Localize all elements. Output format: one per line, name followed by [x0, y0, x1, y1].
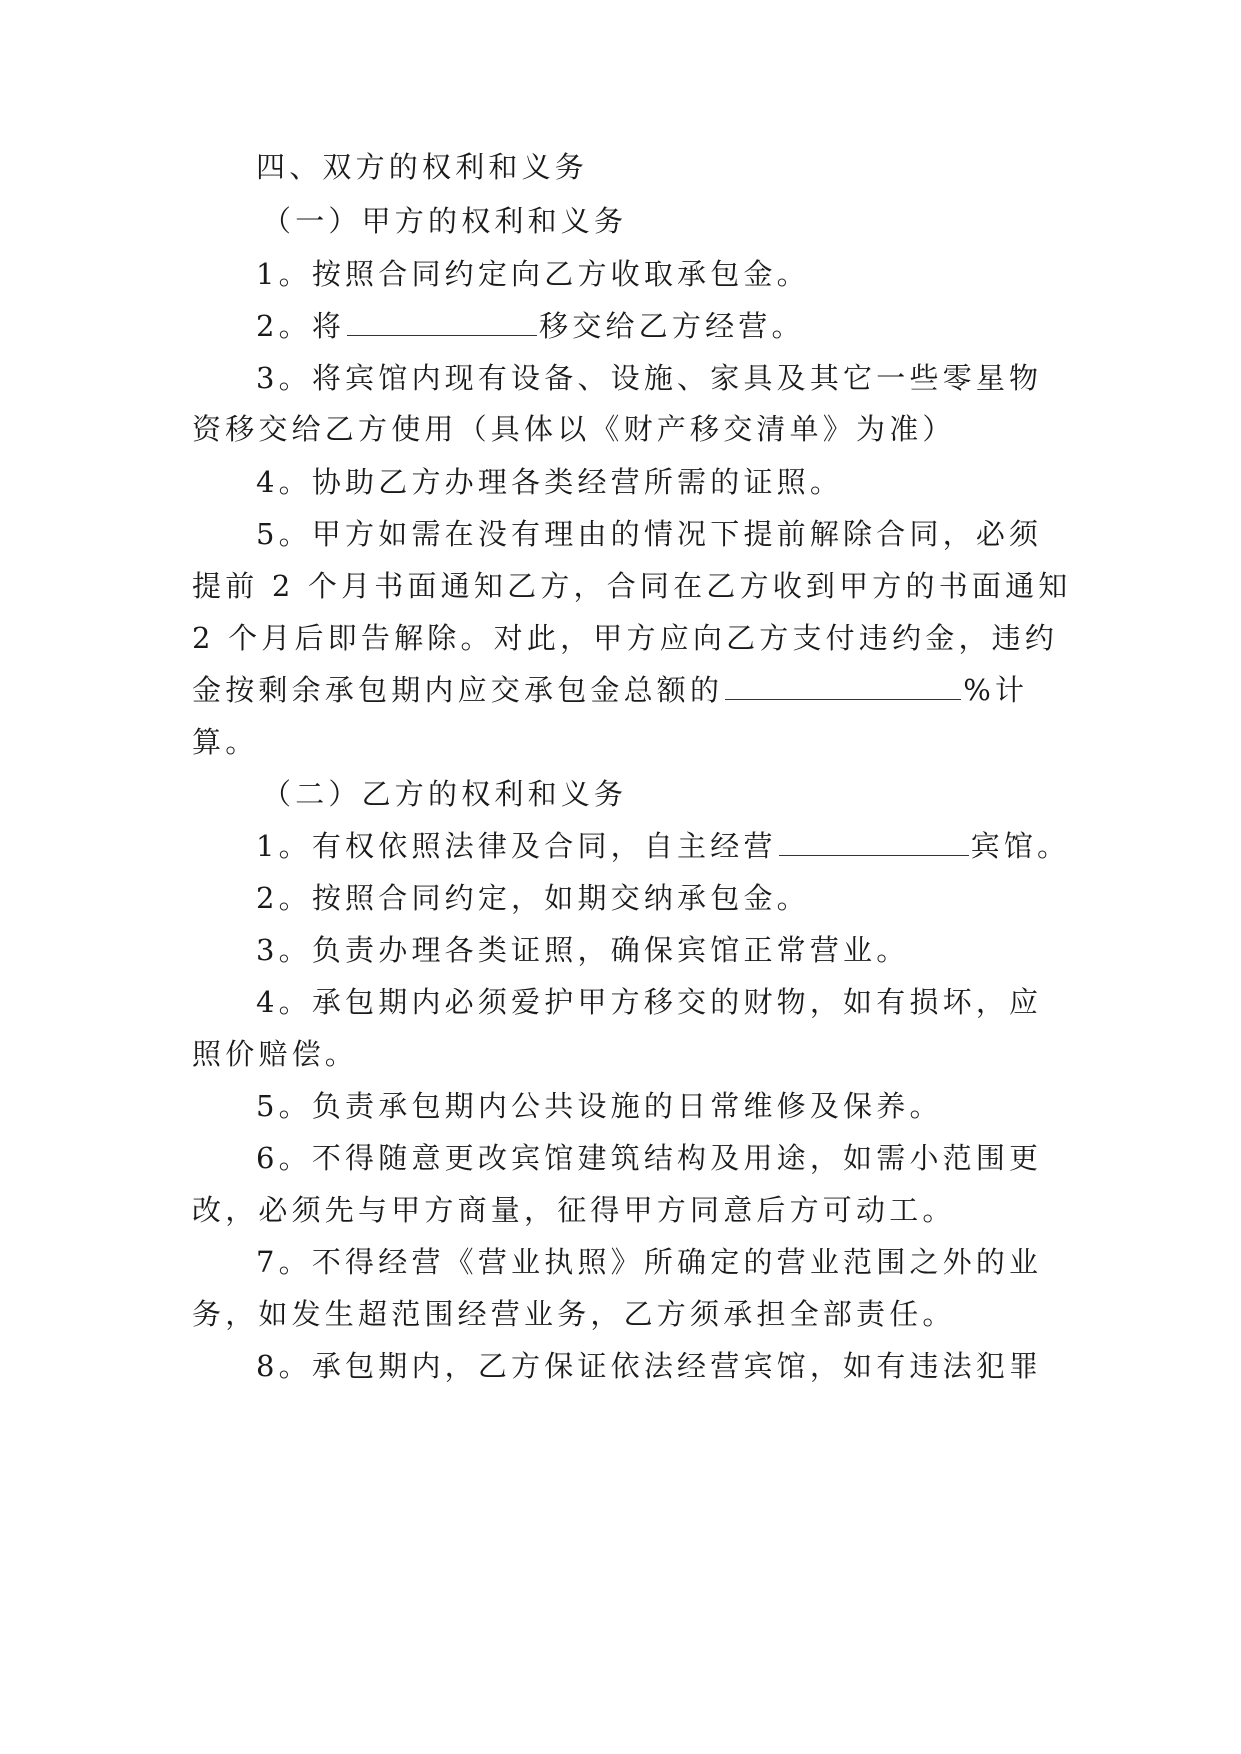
party-a-item-4: 4。协助乙方办理各类经营所需的证照。: [256, 465, 844, 499]
party-a-item-3-line-1: 3。将宾馆内现有设备、设施、家具及其它一些零星物: [256, 361, 1043, 395]
party-a-item-5-line-3: 2 个月后即告解除。对此，甲方应向乙方支付违约金，违约: [192, 621, 1059, 655]
fill-in-blank[interactable]: [725, 673, 961, 700]
party-a-item-5-line-2: 提前 2 个月书面通知乙方，合同在乙方收到甲方的书面通知: [192, 569, 1072, 603]
party-b-item-4-line-1: 4。承包期内必须爱护甲方移交的财物，如有损坏，应: [256, 985, 1043, 1019]
party-b-heading: （二）乙方的权利和义务: [262, 777, 628, 811]
party-b-item-6-line-2: 改，必须先与甲方商量，征得甲方同意后方可动工。: [192, 1193, 956, 1227]
party-b-item-1-prefix: 1。有权依照法律及合同，自主经营: [256, 829, 777, 863]
party-a-item-5-line-5: 算。: [192, 725, 259, 759]
party-a-item-2: [256, 306, 1116, 346]
party-a-item-5-line-4: [192, 670, 1052, 710]
party-b-item-6-line-1: 6。不得随意更改宾馆建筑结构及用途，如需小范围更: [256, 1141, 1043, 1175]
section-title: 四、双方的权利和义务: [256, 150, 589, 184]
fill-in-blank[interactable]: [779, 829, 969, 856]
party-a-item-3-line-2: 资移交给乙方使用（具体以《财产移交清单》为准）: [192, 412, 956, 446]
party-b-item-8-line-1: 8。承包期内，乙方保证依法经营宾馆，如有违法犯罪: [256, 1349, 1043, 1383]
party-b-item-2: 2。按照合同约定，如期交纳承包金。: [256, 881, 810, 915]
party-a-item-5-line-4-suffix: %计: [963, 673, 1029, 707]
party-a-item-1: 1。按照合同约定向乙方收取承包金。: [256, 257, 810, 291]
party-b-item-7-line-2: 务，如发生超范围经营业务，乙方须承担全部责任。: [192, 1297, 956, 1331]
fill-in-blank[interactable]: [347, 309, 537, 336]
party-b-item-3: 3。负责办理各类证照，确保宾馆正常营业。: [256, 933, 910, 967]
party-a-item-5-line-1: 5。甲方如需在没有理由的情况下提前解除合同，必须: [256, 517, 1043, 551]
party-b-item-4-line-2: 照价赔偿。: [192, 1037, 359, 1071]
party-a-item-2-suffix: 移交给乙方经营。: [539, 309, 805, 343]
party-b-item-7-line-1: 7。不得经营《营业执照》所确定的营业范围之外的业: [256, 1245, 1043, 1279]
party-a-item-5-line-4-prefix: 金按剩余承包期内应交承包金总额的: [192, 673, 724, 707]
party-a-heading: （一）甲方的权利和义务: [262, 204, 628, 238]
party-b-item-1-suffix: 宾馆。: [970, 829, 1071, 863]
party-a-item-2-prefix: 2。将: [256, 309, 346, 343]
party-b-item-1: [256, 826, 1116, 866]
party-b-item-5: 5。负责承包期内公共设施的日常维修及保养。: [256, 1089, 943, 1123]
